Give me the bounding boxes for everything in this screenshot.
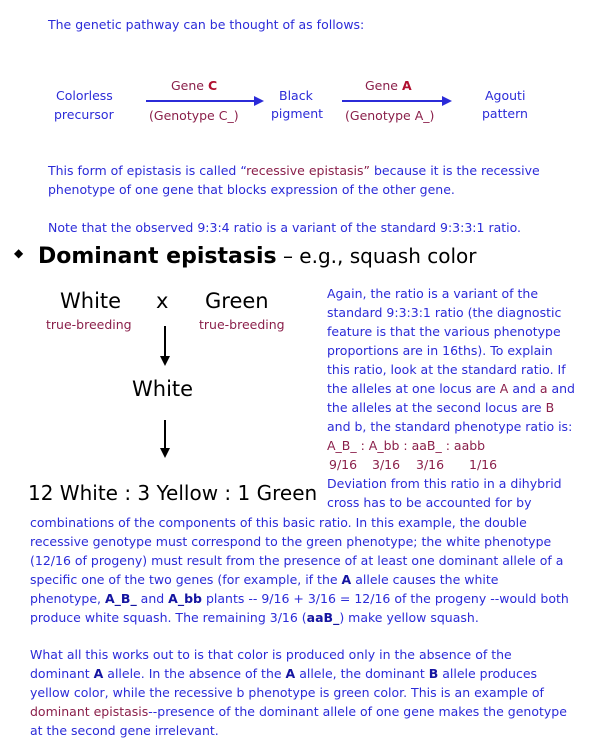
explanation-paragraph-2: What all this works out to is that color is produced only in the absence of the dominant A allele. In the absence of the A allele, the dominant B allele produces yellow color, while the recessive b phenotype is green color. This is an example of dominant epistasis--presence of the dominant allele of one gene makes the genotype at the second gene irrelevant.	[30, 647, 567, 738]
side-line: this ratio, look at the standard ratio. If	[327, 362, 566, 377]
explanation-paragraph-1: combinations of the components of this basic ratio. In this example, the double recessive genotype must correspond to the green phenotype; the white phenotype (12/16 of progeny) must result from the presence of at least one dominant allele of a specific one of the two genes (for example, if the A allele causes the white phenotype, A_B_ and A_bb plants -- 9/16 + 3/16 = 12/16 of the progeny --would both produce white squash. The remaining 3/16 (aaB_) make yellow squash.	[30, 515, 569, 625]
side-explanation	[327, 284, 575, 512]
fraction: 9/16	[329, 457, 358, 472]
arrow-c-line	[146, 100, 254, 102]
pathway-start-line2: precursor	[54, 107, 114, 122]
dominant-epistasis-term: dominant epistasis	[30, 704, 149, 719]
parent-white-sub: true-breeding	[46, 317, 132, 332]
side-line: cross has to be accounted for by	[327, 495, 532, 510]
cross-arrow1-head	[160, 356, 170, 366]
gene-a-label: Gene A	[365, 78, 412, 93]
parent-white: White	[60, 289, 122, 313]
recessive-epistasis-term: recessive epistasis”	[246, 163, 370, 178]
side-line: the alleles at the second locus are B	[327, 400, 555, 415]
section-heading: Dominant epistasis – e.g., squash color	[38, 244, 477, 269]
recessive-line2: phenotype of one gene that blocks expression of the other gene.	[48, 182, 455, 197]
side-line: proportions are in 16ths). To explain	[327, 343, 553, 358]
arrow-a-line	[342, 100, 442, 102]
bullet-icon: ◆	[14, 246, 24, 260]
side-line: standard 9:3:3:1 ratio (the diagnostic	[327, 305, 562, 320]
ratio-note: Note that the observed 9:3:4 ratio is a variant of the standard 9:3:3:1 ratio.	[48, 220, 522, 235]
arrow-a-head	[442, 96, 452, 106]
gene-c-label: Gene C	[171, 78, 218, 93]
fraction: 3/16	[372, 457, 401, 472]
recessive-line1: This form of epistasis is called “recessive epistasis” because it is the recessive	[48, 163, 540, 178]
side-line: Deviation from this ratio in a dihybrid	[327, 476, 562, 491]
parent-green: Green	[205, 289, 269, 313]
pathway-end-line1: Agouti	[485, 88, 526, 103]
side-line: the alleles at one locus are A and a and	[327, 381, 575, 396]
side-line: Again, the ratio is a variant of the	[327, 286, 539, 301]
cross-arrow1-line	[164, 326, 166, 358]
pathway-start-line1: Colorless	[56, 88, 113, 103]
cross-times: x	[156, 289, 169, 313]
fraction: 1/16	[469, 457, 498, 472]
fraction-row	[327, 455, 575, 474]
genotype-c-label: (Genotype C_)	[149, 108, 239, 123]
parent-green-sub: true-breeding	[199, 317, 285, 332]
genotype-a-label: (Genotype A_)	[345, 108, 435, 123]
arrow-c-head	[254, 96, 264, 106]
fraction: 3/16	[416, 457, 445, 472]
cross-arrow2-head	[160, 448, 170, 458]
pathway-end-line2: pattern	[482, 106, 528, 121]
f1-white: White	[132, 377, 194, 401]
genotype-ratio: A_B_ : A_bb : aaB_ : aabb	[327, 438, 486, 453]
side-line: feature is that the various phenotype	[327, 324, 561, 339]
cross-arrow2-line	[164, 420, 166, 450]
f2-ratio: 12 White : 3 Yellow : 1 Green	[28, 481, 318, 505]
pathway-mid-line2: pigment	[271, 106, 324, 121]
side-line: and b, the standard phenotype ratio is:	[327, 419, 573, 434]
pathway-mid-line1: Black	[279, 88, 313, 103]
intro-text: The genetic pathway can be thought of as follows:	[48, 17, 365, 32]
